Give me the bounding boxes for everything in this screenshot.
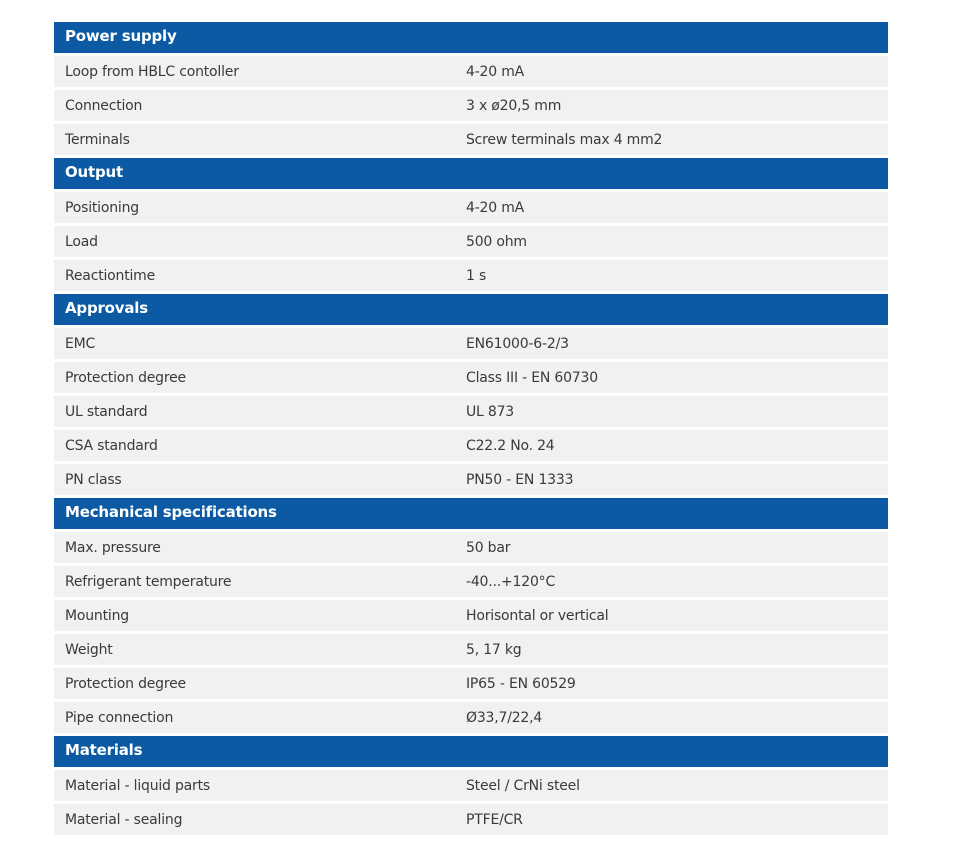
section-header-power-supply: Power supply — [54, 22, 888, 53]
row-value: Horisontal or vertical — [466, 607, 609, 624]
row-label: Protection degree — [65, 369, 186, 386]
table-row — [54, 90, 888, 121]
section-header-output: Output — [54, 158, 888, 189]
row-value: 5, 17 kg — [466, 641, 522, 658]
row-label: Pipe connection — [65, 709, 174, 726]
row-label: Weight — [65, 641, 113, 658]
table-row — [54, 362, 888, 393]
row-label: Connection — [65, 97, 143, 114]
row-label: Material - sealing — [65, 811, 183, 828]
row-label: Max. pressure — [65, 539, 161, 556]
row-value: 1 s — [466, 267, 487, 284]
table-row — [54, 770, 888, 801]
row-value: Screw terminals max 4 mm2 — [466, 131, 663, 148]
table-row — [54, 56, 888, 87]
table-row — [54, 804, 888, 835]
row-value: Class III - EN 60730 — [466, 369, 598, 386]
table-row — [54, 532, 888, 563]
table-row — [54, 464, 888, 495]
row-label: CSA standard — [65, 437, 158, 454]
table-row — [54, 566, 888, 597]
section-header-mechanical-specifications: Mechanical specifications — [54, 498, 888, 529]
row-value: EN61000-6-2/3 — [466, 335, 569, 352]
spec-table — [54, 22, 888, 838]
table-row — [54, 634, 888, 665]
section-header-materials: Materials — [54, 736, 888, 767]
row-label: Refrigerant temperature — [65, 573, 232, 590]
table-row — [54, 124, 888, 155]
table-row — [54, 192, 888, 223]
section-header-approvals: Approvals — [54, 294, 888, 325]
row-value: 3 x ø20,5 mm — [466, 97, 562, 114]
table-row — [54, 668, 888, 699]
row-value: IP65 - EN 60529 — [466, 675, 576, 692]
row-value: 50 bar — [466, 539, 511, 556]
table-row — [54, 600, 888, 631]
row-value: 500 ohm — [466, 233, 527, 250]
table-row — [54, 328, 888, 359]
row-value: C22.2 No. 24 — [466, 437, 555, 454]
row-value: Ø33,7/22,4 — [466, 709, 543, 726]
row-label: Mounting — [65, 607, 129, 624]
table-row — [54, 702, 888, 733]
row-label: Load — [65, 233, 98, 250]
table-row — [54, 430, 888, 461]
row-label: Material - liquid parts — [65, 777, 210, 794]
row-value: -40...+120°C — [466, 573, 556, 590]
row-label: PN class — [65, 471, 122, 488]
row-label: Terminals — [65, 131, 130, 148]
row-label: Reactiontime — [65, 267, 156, 284]
row-label: Loop from HBLC contoller — [65, 63, 239, 80]
row-value: PN50 - EN 1333 — [466, 471, 574, 488]
row-label: Protection degree — [65, 675, 186, 692]
row-value: UL 873 — [466, 403, 515, 420]
row-value: PTFE/CR — [466, 811, 523, 828]
row-label: UL standard — [65, 403, 148, 420]
row-value: 4-20 mA — [466, 199, 525, 216]
table-row — [54, 260, 888, 291]
row-label: EMC — [65, 335, 96, 352]
table-row — [54, 226, 888, 257]
row-label: Positioning — [65, 199, 139, 216]
row-value: 4-20 mA — [466, 63, 525, 80]
row-value: Steel / CrNi steel — [466, 777, 580, 794]
table-row — [54, 396, 888, 427]
